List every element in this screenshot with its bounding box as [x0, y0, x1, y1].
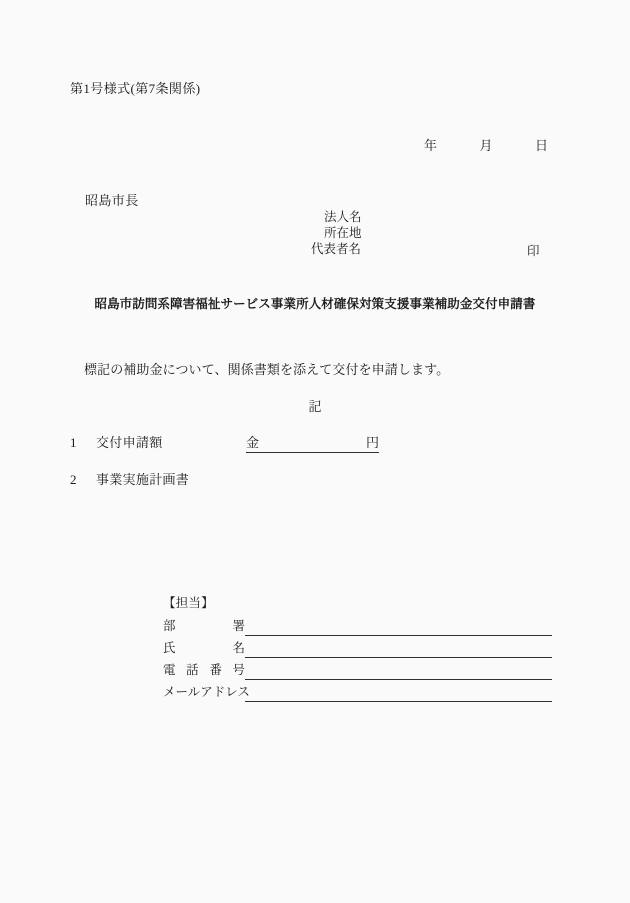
amount-field[interactable]: [246, 432, 379, 453]
date-month-label: 月: [479, 138, 493, 153]
item-1-label: 交付申請額: [96, 435, 163, 450]
contact-row-department: [163, 614, 552, 636]
applicant-representative-row: [311, 241, 362, 257]
item-1: [70, 432, 163, 451]
contact-name-label: 氏 名: [163, 641, 245, 655]
applicant-representative-label: 代表者名: [311, 242, 362, 256]
item-2: [70, 469, 189, 488]
applicant-address-row: [311, 225, 362, 241]
item-1-number: 1: [70, 435, 77, 450]
applicant-address-label: 所在地: [324, 226, 362, 240]
body-text: 標記の補助金について、関係書類を添えて交付を申請します。: [84, 362, 450, 377]
contact-email-label: メールアドレス: [163, 685, 250, 699]
contact-department-input[interactable]: [245, 617, 552, 636]
applicant-block: [311, 209, 362, 257]
applicant-corporation-row: [311, 209, 362, 225]
contact-row-email: [163, 680, 552, 702]
addressee: 昭島市長: [85, 193, 139, 208]
contact-phone-input[interactable]: [245, 661, 552, 680]
date-day-label: 日: [535, 138, 549, 153]
seal-mark: 印: [527, 244, 540, 258]
page-title: 昭島市訪問系障害福祉サービス事業所人材確保対策支援事業補助金交付申請書: [94, 297, 536, 311]
amount-suffix: 円: [365, 435, 379, 450]
contact-name-input[interactable]: [245, 639, 552, 658]
item-2-label: 事業実施計画書: [96, 472, 190, 487]
contact-block: [163, 593, 552, 702]
applicant-corporation-label: 法人名: [324, 210, 362, 224]
date-year-label: 年: [424, 138, 438, 153]
contact-department-label: 部 署: [163, 619, 245, 633]
contact-row-name: [163, 636, 552, 658]
amount-prefix: 金: [246, 435, 260, 450]
ki-marker: 記: [308, 399, 322, 414]
contact-row-phone: [163, 658, 552, 680]
contact-heading: 【担当】: [163, 596, 214, 610]
item-2-number: 2: [70, 472, 77, 487]
contact-phone-label: 電話番号: [163, 663, 245, 677]
contact-email-input[interactable]: [245, 683, 552, 702]
form-number: 第1号様式(第7条関係): [70, 81, 201, 96]
date-line: [424, 135, 548, 154]
